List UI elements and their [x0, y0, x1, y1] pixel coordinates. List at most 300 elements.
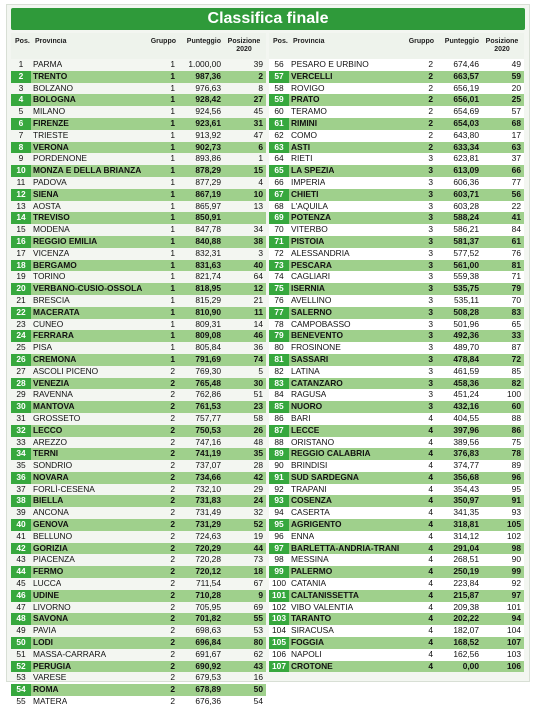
- posizione-cell: 56: [511, 188, 521, 199]
- header-gruppo: Gruppo: [408, 38, 434, 45]
- gruppo-cell: 4: [428, 483, 433, 494]
- provincia-cell: L'AQUILA: [291, 200, 328, 211]
- provincia-cell: BRESCIA: [33, 294, 70, 305]
- provincia-cell: BARI: [291, 412, 311, 423]
- punteggio-cell: 928,42: [195, 94, 221, 105]
- provincia-cell: TARANTO: [291, 613, 332, 624]
- punteggio-cell: 678,89: [195, 684, 221, 695]
- rank-cell: 34: [11, 448, 31, 460]
- posizione-cell: 103: [507, 648, 521, 659]
- punteggio-cell: 850,91: [195, 212, 221, 223]
- table-row: [269, 649, 524, 661]
- header-provincia: Provincia: [293, 38, 325, 45]
- posizione-cell: 76: [511, 247, 521, 258]
- table-row: [11, 189, 266, 201]
- provincia-cell: REGGIO CALABRIA: [291, 448, 371, 459]
- table-row: [269, 437, 524, 449]
- table-row: [11, 389, 266, 401]
- rank-cell: 101: [269, 590, 289, 602]
- punteggio-cell: 809,08: [195, 330, 221, 341]
- table-row: [11, 354, 266, 366]
- rank-cell: 70: [274, 224, 284, 235]
- table-row: [11, 307, 266, 319]
- gruppo-cell: 1: [170, 59, 175, 69]
- rank-cell: 51: [16, 648, 26, 659]
- header-provincia: Provincia: [35, 38, 67, 45]
- gruppo-cell: 3: [428, 271, 433, 282]
- gruppo-cell: 2: [170, 696, 175, 707]
- punteggio-cell: 732,10: [195, 483, 221, 494]
- table-row: [269, 189, 524, 201]
- rank-cell: 21: [16, 294, 26, 305]
- punteggio-cell: 613,09: [453, 165, 479, 176]
- rank-cell: 7: [18, 129, 24, 140]
- gruppo-cell: 2: [428, 59, 433, 69]
- rank-cell: 48: [11, 613, 31, 625]
- table-row: [269, 425, 524, 437]
- rank-cell: 96: [274, 530, 284, 541]
- provincia-cell: PISTOIA: [291, 235, 325, 246]
- rank-cell: 83: [269, 378, 289, 390]
- rank-cell: 107: [269, 661, 289, 673]
- provincia-cell: VERBANO-CUSIO-OSSOLA: [33, 283, 143, 294]
- posizione-cell: 9: [258, 589, 263, 600]
- rank-cell: 49: [16, 625, 26, 636]
- gruppo-cell: 3: [428, 188, 433, 199]
- gruppo-cell: 2: [170, 483, 175, 494]
- rank-cell: 23: [16, 318, 26, 329]
- rank-cell: 81: [269, 354, 289, 366]
- table-row: [269, 212, 524, 224]
- rank-cell: 77: [269, 307, 289, 319]
- gruppo-cell: 2: [428, 141, 433, 152]
- provincia-cell: PIACENZA: [33, 554, 75, 565]
- posizione-cell: 54: [253, 696, 263, 707]
- table-row: [269, 389, 524, 401]
- table-row: [11, 366, 266, 378]
- table-row: [269, 94, 524, 106]
- table-row: [269, 401, 524, 413]
- gruppo-cell: 3: [428, 342, 433, 353]
- provincia-cell: IMPERIA: [291, 176, 326, 187]
- provincia-cell: UDINE: [33, 589, 60, 600]
- provincia-cell: VITERBO: [291, 224, 328, 235]
- posizione-cell: 90: [511, 554, 521, 565]
- provincia-cell: ROVIGO: [291, 82, 325, 93]
- gruppo-cell: 2: [170, 519, 175, 530]
- table-row: [11, 342, 266, 354]
- provincia-cell: MANTOVA: [33, 401, 75, 412]
- punteggio-cell: 606,36: [453, 176, 479, 187]
- gruppo-cell: 4: [428, 625, 433, 636]
- punteggio-cell: 976,63: [195, 82, 221, 93]
- gruppo-cell: 4: [428, 448, 433, 459]
- punteggio-cell: 202,22: [453, 613, 479, 624]
- table-row: [269, 248, 524, 260]
- gruppo-cell: 3: [428, 294, 433, 305]
- provincia-cell: BARLETTA-ANDRIA-TRANI: [291, 542, 400, 553]
- provincia-cell: LECCE: [291, 424, 320, 435]
- rank-cell: 63: [269, 142, 289, 154]
- gruppo-cell: 2: [428, 106, 433, 117]
- header-punteggio: Punteggio: [186, 38, 221, 45]
- provincia-cell: MESSINA: [291, 554, 329, 565]
- rank-cell: 105: [269, 637, 289, 649]
- header-pos: Pos.: [15, 38, 30, 45]
- rank-cell: 73: [269, 260, 289, 272]
- provincia-cell: COSENZA: [291, 495, 332, 506]
- rank-cell: 5: [18, 106, 24, 117]
- rank-cell: 16: [11, 236, 31, 248]
- posizione-cell: 82: [511, 377, 521, 388]
- rank-cell: 68: [274, 200, 284, 211]
- posizione-cell: 66: [511, 165, 521, 176]
- posizione-cell: 8: [258, 82, 263, 93]
- posizione-cell: 55: [253, 613, 263, 624]
- posizione-cell: 106: [507, 660, 521, 671]
- rank-cell: 29: [16, 389, 26, 400]
- rank-cell: 8: [11, 142, 31, 154]
- punteggio-cell: 757,77: [195, 412, 221, 423]
- provincia-cell: AOSTA: [33, 200, 61, 211]
- table-row: [269, 472, 524, 484]
- provincia-cell: RAVENNA: [33, 389, 73, 400]
- provincia-cell: TRENTO: [33, 70, 68, 81]
- posizione-cell: 77: [511, 176, 521, 187]
- gruppo-cell: 2: [170, 601, 175, 612]
- punteggio-cell: 656,19: [453, 82, 479, 93]
- gruppo-cell: 1: [170, 283, 175, 294]
- punteggio-cell: 747,16: [195, 436, 221, 447]
- table-row: [269, 118, 524, 130]
- gruppo-cell: 3: [428, 318, 433, 329]
- punteggio-cell: 893,86: [195, 153, 221, 164]
- rank-cell: 74: [274, 271, 284, 282]
- punteggio-cell: 376,83: [453, 448, 479, 459]
- table-row: [269, 342, 524, 354]
- provincia-cell: MODENA: [33, 224, 70, 235]
- punteggio-cell: 809,31: [195, 318, 221, 329]
- provincia-cell: GORIZIA: [33, 542, 68, 553]
- punteggio-cell: 831,63: [195, 259, 221, 270]
- posizione-cell: 74: [253, 353, 263, 364]
- provincia-cell: PESARO E URBINO: [291, 59, 369, 69]
- posizione-cell: 94: [511, 613, 521, 624]
- posizione-cell: 96: [511, 471, 521, 482]
- posizione-cell: 12: [253, 283, 263, 294]
- posizione-cell: 16: [253, 672, 263, 683]
- provincia-cell: ALESSANDRIA: [291, 247, 350, 258]
- rank-cell: 11: [16, 176, 26, 187]
- punteggio-cell: 737,07: [195, 460, 221, 471]
- provincia-cell: POTENZA: [291, 212, 332, 223]
- rank-cell: 41: [16, 530, 26, 541]
- punteggio-cell: 832,31: [195, 247, 221, 258]
- table-body-right: [269, 59, 524, 672]
- table-row: [269, 590, 524, 602]
- punteggio-cell: 215,87: [453, 589, 479, 600]
- provincia-cell: VARESE: [33, 672, 67, 683]
- gruppo-cell: 4: [428, 471, 433, 482]
- rank-cell: 45: [16, 578, 26, 589]
- provincia-cell: LA SPEZIA: [291, 165, 335, 176]
- provincia-cell: SIENA: [33, 188, 59, 199]
- gruppo-cell: 1: [170, 224, 175, 235]
- rank-cell: 84: [274, 389, 284, 400]
- provincia-cell: AREZZO: [33, 436, 67, 447]
- rank-cell: 28: [11, 378, 31, 390]
- provincia-cell: VICENZA: [33, 247, 70, 258]
- table-row: [269, 578, 524, 590]
- table-row: [11, 484, 266, 496]
- table-row: [269, 307, 524, 319]
- posizione-cell: 84: [511, 224, 521, 235]
- rank-cell: 31: [16, 412, 26, 423]
- provincia-cell: NOVARA: [33, 471, 69, 482]
- rank-cell: 86: [274, 412, 284, 423]
- punteggio-cell: 501,96: [453, 318, 479, 329]
- punteggio-cell: 734,66: [195, 471, 221, 482]
- table-row: [269, 613, 524, 625]
- rank-cell: 58: [274, 82, 284, 93]
- posizione-cell: 42: [253, 471, 263, 482]
- rank-cell: 9: [18, 153, 24, 164]
- punteggio-cell: 731,83: [195, 495, 221, 506]
- posizione-cell: 32: [253, 507, 263, 518]
- punteggio-cell: 374,77: [453, 460, 479, 471]
- posizione-cell: 59: [511, 70, 521, 81]
- provincia-cell: CATANIA: [291, 578, 327, 589]
- table-row: [11, 177, 266, 189]
- posizione-cell: 38: [253, 235, 263, 246]
- punteggio-cell: 623,81: [453, 153, 479, 164]
- provincia-cell: VERONA: [33, 141, 69, 152]
- gruppo-cell: 3: [428, 247, 433, 258]
- gruppo-cell: 2: [170, 672, 175, 683]
- rank-cell: 65: [269, 165, 289, 177]
- punteggio-cell: 0,00: [462, 660, 479, 671]
- posizione-cell: 51: [253, 389, 263, 400]
- rank-cell: 52: [11, 661, 31, 673]
- table-row: [269, 236, 524, 248]
- table-row: [11, 330, 266, 342]
- gruppo-cell: 3: [428, 353, 433, 364]
- gruppo-cell: 2: [428, 94, 433, 105]
- gruppo-cell: 4: [428, 424, 433, 435]
- punteggio-cell: 577,52: [453, 247, 479, 258]
- table-row: [11, 437, 266, 449]
- gruppo-cell: 3: [428, 153, 433, 164]
- gruppo-cell: 3: [428, 365, 433, 376]
- punteggio-cell: 209,38: [453, 601, 479, 612]
- posizione-cell: 21: [253, 294, 263, 305]
- rank-cell: 2: [11, 71, 31, 83]
- punteggio-cell: 182,07: [453, 625, 479, 636]
- table-row: [11, 248, 266, 260]
- table-row: [11, 543, 266, 555]
- table-row: [11, 283, 266, 295]
- gruppo-cell: 3: [428, 330, 433, 341]
- gruppo-cell: 3: [428, 259, 433, 270]
- rank-cell: 32: [11, 425, 31, 437]
- posizione-cell: 102: [507, 530, 521, 541]
- provincia-cell: NAPOLI: [291, 648, 322, 659]
- punteggio-cell: 223,84: [453, 578, 479, 589]
- punteggio-cell: 603,28: [453, 200, 479, 211]
- table-row: [11, 425, 266, 437]
- gruppo-cell: 2: [170, 377, 175, 388]
- gruppo-cell: 4: [428, 578, 433, 589]
- header-posizione: Posizione 2020: [485, 38, 519, 53]
- punteggio-cell: 663,57: [453, 70, 479, 81]
- punteggio-cell: 674,46: [453, 59, 479, 69]
- punteggio-cell: 508,28: [453, 306, 479, 317]
- provincia-cell: ROMA: [33, 684, 59, 695]
- provincia-cell: ISERNIA: [291, 283, 325, 294]
- provincia-cell: PAVIA: [33, 625, 57, 636]
- provincia-cell: PORDENONE: [33, 153, 87, 164]
- punteggio-cell: 588,24: [453, 212, 479, 223]
- punteggio-cell: 535,75: [453, 283, 479, 294]
- gruppo-cell: 1: [170, 318, 175, 329]
- punteggio-cell: 654,03: [453, 117, 479, 128]
- rank-cell: 54: [11, 684, 31, 696]
- table-row: [11, 142, 266, 154]
- rank-cell: 43: [16, 554, 26, 565]
- rank-cell: 95: [269, 519, 289, 531]
- punteggio-cell: 731,29: [195, 519, 221, 530]
- table-row: [269, 153, 524, 165]
- gruppo-cell: 2: [170, 436, 175, 447]
- gruppo-cell: 2: [170, 389, 175, 400]
- table-row: [269, 519, 524, 531]
- header-punteggio: Punteggio: [444, 38, 479, 45]
- posizione-cell: 47: [253, 129, 263, 140]
- posizione-cell: 98: [511, 542, 521, 553]
- provincia-cell: SAVONA: [33, 613, 69, 624]
- provincia-cell: SASSARI: [291, 353, 329, 364]
- rank-cell: 57: [269, 71, 289, 83]
- posizione-cell: 30: [253, 377, 263, 388]
- gruppo-cell: 4: [428, 601, 433, 612]
- punteggio-cell: 561,00: [453, 259, 479, 270]
- posizione-cell: 28: [253, 460, 263, 471]
- gruppo-cell: 1: [170, 176, 175, 187]
- provincia-cell: PESCARA: [291, 259, 332, 270]
- gruppo-cell: 2: [170, 542, 175, 553]
- posizione-cell: 61: [511, 235, 521, 246]
- punteggio-cell: 698,63: [195, 625, 221, 636]
- posizione-cell: 85: [511, 365, 521, 376]
- punteggio-cell: 162,56: [453, 648, 479, 659]
- rank-cell: 87: [269, 425, 289, 437]
- posizione-cell: 46: [253, 330, 263, 341]
- table-row: [11, 637, 266, 649]
- provincia-cell: BOLZANO: [33, 82, 74, 93]
- provincia-cell: LUCCA: [33, 578, 62, 589]
- table-row: [269, 637, 524, 649]
- rank-cell: 36: [11, 472, 31, 484]
- posizione-cell: 89: [511, 460, 521, 471]
- posizione-cell: 65: [511, 318, 521, 329]
- posizione-cell: 53: [253, 625, 263, 636]
- posizione-cell: 101: [507, 601, 521, 612]
- posizione-cell: 67: [253, 578, 263, 589]
- gruppo-cell: 2: [170, 684, 175, 695]
- gruppo-cell: 1: [170, 294, 175, 305]
- table-row: [11, 578, 266, 590]
- gruppo-cell: 1: [170, 259, 175, 270]
- punteggio-cell: 404,55: [453, 412, 479, 423]
- gruppo-cell: 4: [428, 530, 433, 541]
- provincia-cell: REGGIO EMILIA: [33, 235, 98, 246]
- gruppo-cell: 2: [170, 412, 175, 423]
- punteggio-cell: 750,53: [195, 424, 221, 435]
- rank-cell: 100: [272, 578, 286, 589]
- gruppo-cell: 1: [170, 306, 175, 317]
- gruppo-cell: 1: [170, 117, 175, 128]
- punteggio-cell: 168,52: [453, 637, 479, 648]
- table-row: [269, 531, 524, 543]
- posizione-cell: 83: [511, 306, 521, 317]
- punteggio-cell: 603,71: [453, 188, 479, 199]
- provincia-cell: PERUGIA: [33, 660, 72, 671]
- table-row: [11, 319, 266, 331]
- table-row: [11, 71, 266, 83]
- posizione-cell: 64: [253, 271, 263, 282]
- rank-cell: 24: [11, 330, 31, 342]
- table-row: [269, 201, 524, 213]
- posizione-cell: 11: [254, 306, 263, 317]
- table-row: [269, 543, 524, 555]
- table-row: [11, 602, 266, 614]
- posizione-cell: 3: [258, 247, 263, 258]
- posizione-cell: 36: [253, 342, 263, 353]
- posizione-cell: 107: [507, 637, 521, 648]
- posizione-cell: 50: [253, 684, 263, 695]
- punteggio-cell: 987,36: [195, 70, 221, 81]
- provincia-cell: AGRIGENTO: [291, 519, 342, 530]
- provincia-cell: PRATO: [291, 94, 320, 105]
- punteggio-cell: 654,69: [453, 106, 479, 117]
- gruppo-cell: 2: [170, 460, 175, 471]
- provincia-cell: BOLOGNA: [33, 94, 76, 105]
- table-row: [269, 366, 524, 378]
- table-row: [269, 378, 524, 390]
- gruppo-cell: 3: [428, 165, 433, 176]
- table-row: [11, 118, 266, 130]
- posizione-cell: 93: [511, 507, 521, 518]
- posizione-cell: 5: [258, 365, 263, 376]
- table-row: [11, 59, 266, 71]
- provincia-cell: SONDRIO: [33, 460, 73, 471]
- provincia-cell: NUORO: [291, 401, 323, 412]
- table-row: [11, 94, 266, 106]
- gruppo-cell: 1: [170, 235, 175, 246]
- table-row: [269, 83, 524, 95]
- punteggio-cell: 865,97: [195, 200, 221, 211]
- provincia-cell: FOGGIA: [291, 637, 325, 648]
- provincia-cell: BRINDISI: [291, 460, 328, 471]
- rank-cell: 97: [269, 543, 289, 555]
- provincia-cell: AVELLINO: [291, 294, 332, 305]
- table-row: [269, 260, 524, 272]
- rank-cell: 42: [11, 543, 31, 555]
- gruppo-cell: 2: [428, 129, 433, 140]
- punteggio-cell: 451,24: [453, 389, 479, 400]
- rank-cell: 25: [16, 342, 26, 353]
- provincia-cell: MACERATA: [33, 306, 80, 317]
